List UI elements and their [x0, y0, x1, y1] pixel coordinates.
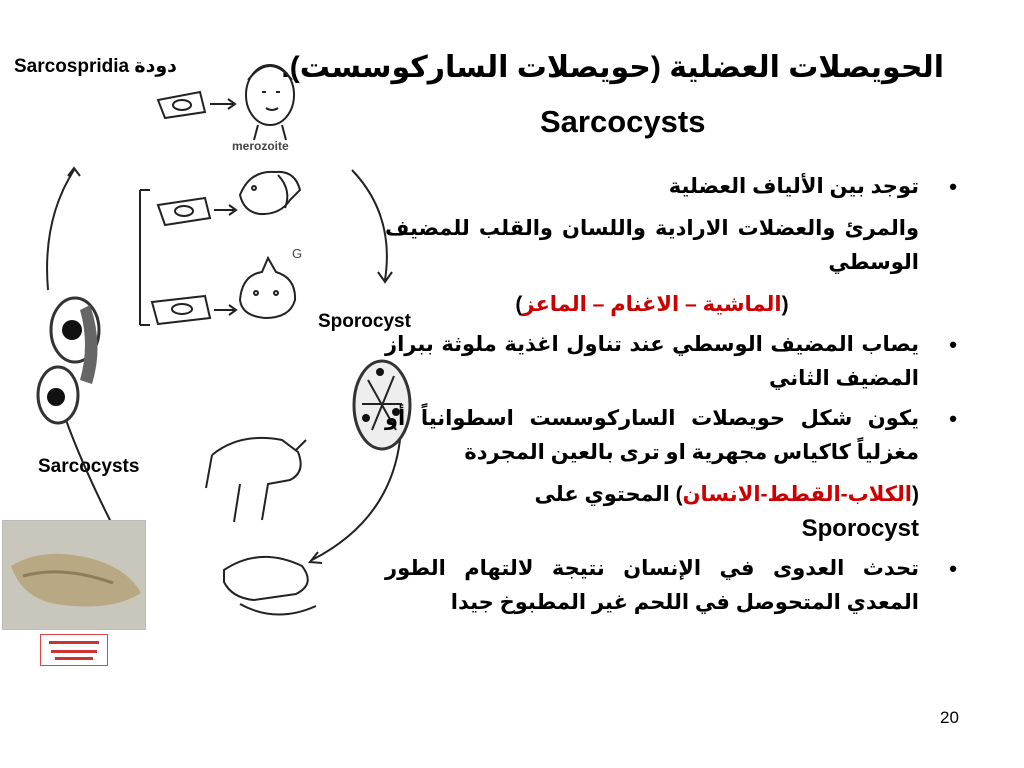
bullet-item	[385, 402, 985, 470]
bullet-text: تحدث العدوى في الإنسان نتيجة لالتهام الطور المعدي المتحوصل في اللحم غير المطبوخ جيدا	[385, 557, 919, 614]
bullet-dot: •	[949, 556, 957, 581]
cat-head-sketch	[240, 258, 295, 318]
meat-piece-3	[152, 296, 210, 324]
bullet-text: والمرئ والعضلات الارادية واللسان والقلب للمضيف الوسطي	[385, 217, 919, 274]
sporocyst-label: Sporocyst	[318, 311, 411, 332]
bullet-dot: •	[949, 406, 957, 431]
continuation-text	[385, 212, 985, 280]
page-number: 20	[940, 708, 959, 727]
arrow-to-human	[210, 99, 235, 109]
definitive-hosts: الكلاب-القطط-الانسان	[682, 483, 912, 506]
sporocyst-term: Sporocyst	[801, 515, 919, 542]
human-head-sketch	[246, 65, 294, 140]
figure-top-label: Sarcospridia دودة	[14, 56, 177, 77]
bullet-text: يكون شكل حويصلات الساركوسست اسطوانياً أو مغزلياً كاكياس مجهرية او ترى بالعين المجردة	[385, 407, 919, 464]
arrow-to-cat	[214, 305, 236, 315]
sarcocyst-stages	[38, 298, 99, 423]
title-arabic: الحويصلات العضلية (حويصلات الساركوسست).	[281, 51, 944, 84]
title-latin: Sarcocysts	[540, 104, 706, 139]
bullet-item	[385, 552, 985, 620]
meat-piece-2	[158, 198, 210, 225]
bullet-dot: •	[949, 332, 957, 357]
bullet-text: يصاب المضيف الوسطي عند تناول اغذية ملوثة ببراز المضيف الثاني	[385, 333, 919, 390]
sarcocysts-label: Sarcocysts	[38, 456, 140, 477]
hosts-line: (الماشية – الاغنام – الماعز)	[515, 293, 789, 316]
bullet-item	[385, 170, 985, 204]
sarcocyst-photo	[2, 520, 146, 630]
merozoite-label: merozoite	[232, 139, 289, 153]
cattle-sketch	[206, 438, 306, 522]
photo-caption-card	[40, 634, 108, 666]
definitive-hosts-line: (الكلاب-القطط-الانسان) المحتوي على	[534, 483, 919, 506]
g-label: G	[292, 246, 303, 261]
dog-head-sketch	[240, 172, 300, 214]
meat-piece-1	[158, 92, 205, 118]
bullet-list	[385, 170, 985, 620]
bullet-dot: •	[949, 174, 957, 199]
host-bracket	[140, 190, 150, 325]
intermediate-hosts: الماشية – الاغنام – الماعز	[522, 293, 782, 316]
arrow-to-dog	[214, 205, 236, 215]
bullet-text: توجد بين الألياف العضلية	[668, 175, 919, 198]
hands-sketch	[224, 557, 316, 615]
arrow-left-up	[47, 168, 80, 290]
bullet-item	[385, 328, 985, 396]
